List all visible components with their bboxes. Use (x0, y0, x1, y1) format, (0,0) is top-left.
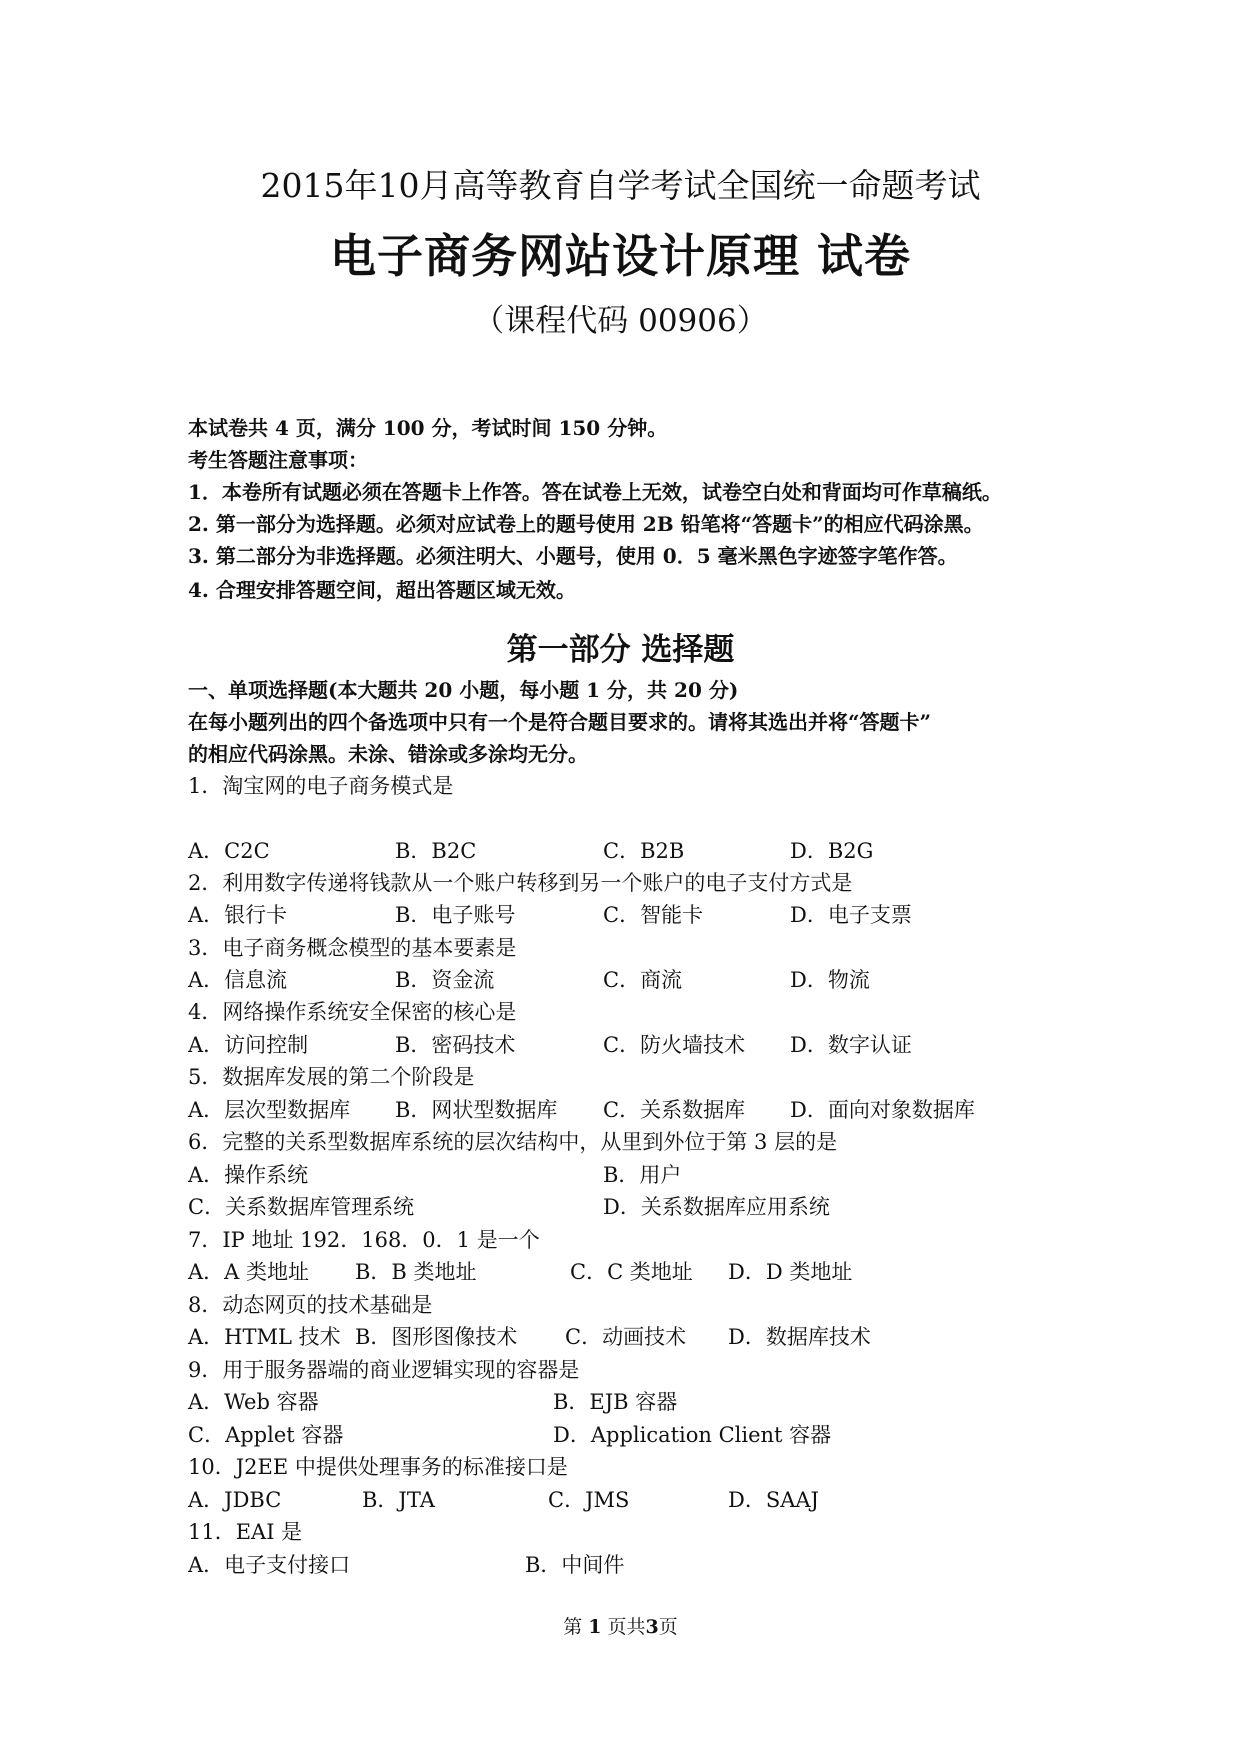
question-option: C．防火墙技术 (603, 1033, 746, 1057)
question-option: A．操作系统 (188, 1163, 309, 1187)
question-option: D．B2G (790, 839, 874, 863)
question-option: B．B 类地址 (355, 1260, 477, 1284)
question-option: D．面向对象数据库 (790, 1098, 975, 1122)
footer-middle: 页共 (607, 1616, 646, 1638)
course-code: （课程代码 00906） (473, 303, 768, 339)
question-option: B．B2C (395, 839, 477, 863)
question-stem: 2．利用数字传递将钱款从一个账户转移到另一个账户的电子支付方式是 (188, 871, 853, 895)
question-stem: 1．淘宝网的电子商务模式是 (188, 774, 454, 798)
question-option: A．C2C (188, 839, 270, 863)
question-option: C．动画技术 (565, 1325, 687, 1349)
question-option: A．银行卡 (188, 903, 288, 927)
question-option: D．Application Client 容器 (553, 1423, 832, 1447)
question-option: C．C 类地址 (570, 1260, 693, 1284)
question-option: B．用户 (603, 1163, 682, 1187)
question-option: B．中间件 (525, 1553, 625, 1577)
question-stem: 5．数据库发展的第二个阶段是 (188, 1065, 475, 1089)
question-option: A．JDBC (188, 1488, 282, 1512)
question-option: A．电子支付接口 (188, 1553, 351, 1577)
question-option: D．物流 (790, 968, 870, 992)
question-option: B．JTA (362, 1488, 435, 1512)
question-option: B．图形图像技术 (355, 1325, 518, 1349)
question-option: C．智能卡 (603, 903, 704, 927)
question-option: A．层次型数据库 (188, 1098, 351, 1122)
question-option: C．商流 (603, 968, 683, 992)
question-option: A．HTML 技术 (188, 1325, 341, 1349)
question-option: A．Web 容器 (188, 1390, 319, 1414)
footer-total-pages: 3 (645, 1616, 659, 1638)
question-stem: 10．J2EE 中提供处理事务的标准接口是 (188, 1455, 568, 1479)
question-option: B．EJB 容器 (553, 1390, 678, 1414)
question-option: C．B2B (603, 839, 685, 863)
notice-item: 1．本卷所有试题必须在答题卡上作答。答在试卷上无效，试卷空白处和背面均可作草稿纸。 (188, 480, 1002, 504)
footer-prefix: 第 (563, 1616, 583, 1638)
question-option: B．网状型数据库 (395, 1098, 558, 1122)
page-footer (0, 1612, 1241, 1639)
notice-heading: 考生答题注意事项： (188, 448, 368, 472)
section-heading: 一、单项选择题(本大题共 20 小题，每小题 1 分，共 20 分) (188, 678, 739, 702)
question-option: D．数字认证 (790, 1033, 912, 1057)
section-instruction: 的相应代码涂黑。未涂、错涂或多涂均无分。 (188, 742, 588, 766)
exam-title: 电子商务网站设计原理 试卷 (329, 229, 911, 283)
notice-summary: 本试卷共 4 页，满分 100 分，考试时间 150 分钟。 (188, 416, 668, 440)
footer-suffix: 页 (658, 1616, 678, 1638)
question-option: B．资金流 (395, 968, 495, 992)
question-option: A．信息流 (188, 968, 288, 992)
question-stem: 11．EAI 是 (188, 1520, 303, 1544)
question-option: B．电子账号 (395, 903, 516, 927)
exam-header-line: 2015年10月高等教育自学考试全国统一命题考试 (260, 166, 981, 205)
question-stem: 3．电子商务概念模型的基本要素是 (188, 936, 517, 960)
question-stem: 9．用于服务器端的商业逻辑实现的容器是 (188, 1358, 580, 1382)
question-option: D．关系数据库应用系统 (603, 1195, 830, 1219)
question-option: D．D 类地址 (728, 1260, 853, 1284)
question-option: B．密码技术 (395, 1033, 516, 1057)
question-stem: 7．IP 地址 192．168．0．1 是一个 (188, 1228, 540, 1252)
question-option: C．Applet 容器 (188, 1423, 344, 1447)
question-option: C．关系数据库管理系统 (188, 1195, 415, 1219)
question-option: C．关系数据库 (603, 1098, 746, 1122)
notice-item: 2. 第一部分为选择题。必须对应试卷上的题号使用 2B 铅笔将“答题卡”的相应代码涂黑。 (188, 512, 984, 536)
question-stem: 6．完整的关系型数据库系统的层次结构中，从里到外位于第 3 层的是 (188, 1130, 838, 1154)
question-option: A．A 类地址 (188, 1260, 310, 1284)
question-stem: 8．动态网页的技术基础是 (188, 1293, 433, 1317)
question-stem: 4．网络操作系统安全保密的核心是 (188, 1000, 517, 1024)
question-option: D．数据库技术 (728, 1325, 871, 1349)
part-one-title: 第一部分 选择题 (506, 632, 735, 668)
section-instruction: 在每小题列出的四个备选项中只有一个是符合题目要求的。请将其选出并将“答题卡” (188, 710, 932, 734)
notice-item: 4. 合理安排答题空间，超出答题区域无效。 (188, 578, 576, 602)
footer-current-page: 1 (588, 1616, 602, 1638)
question-option: D．SAAJ (728, 1488, 819, 1512)
question-option: D．电子支票 (790, 903, 912, 927)
question-option: C．JMS (548, 1488, 630, 1512)
notice-item: 3. 第二部分为非选择题。必须注明大、小题号，使用 0．5 毫米黑色字迹签字笔作答。 (188, 544, 958, 568)
question-option: A．访问控制 (188, 1033, 309, 1057)
